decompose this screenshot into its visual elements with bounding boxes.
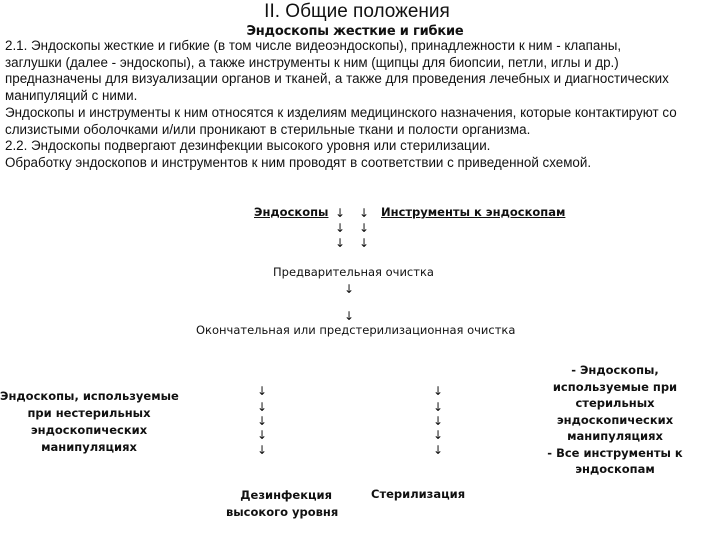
arrow-down-icon: ↓	[359, 221, 370, 235]
branch-line: используемые при	[552, 379, 678, 394]
section-subtitle: Эндоскопы жесткие и гибкие	[246, 24, 464, 39]
branch-line: манипуляциях	[41, 440, 137, 454]
body-line: Обработку эндоскопов и инструментов к ним проводят в соответствии с приведенной схемой.	[5, 154, 592, 170]
body-line: 2.1. Эндоскопы жесткие и гибкие (в том числе видеоэндоскопы), принадлежности к ним - клапаны,	[5, 38, 622, 53]
branch-line: Эндоскопы, используемые	[0, 389, 179, 403]
arrow-down-icon: ↓	[433, 428, 444, 442]
branch-line: эндоскопических	[30, 423, 148, 437]
scheme-left-branch	[0, 388, 178, 456]
branch-line: эндоскопам	[575, 462, 655, 476]
outcome-line: высокого уровня	[226, 505, 339, 519]
section-title: II. Общие положения	[264, 1, 450, 22]
branch-line: - Эндоскопы,	[571, 363, 659, 377]
body-line: 2.2. Эндоскопы подвергают дезинфекции высокого уровня или стерилизации.	[5, 138, 491, 154]
scheme-instruments-label: Инструменты к эндоскопам	[381, 205, 566, 219]
branch-line: - Все инструменты к	[547, 445, 683, 460]
body-line: предназначены для визуализации органов и тканей, а также для проведения лечебных и диагностических	[5, 71, 669, 87]
branch-line: эндоскопических	[556, 412, 674, 427]
arrow-down-icon: ↓	[433, 414, 444, 428]
arrow-down-icon: ↓	[344, 309, 355, 323]
arrow-down-icon: ↓	[335, 221, 346, 235]
arrow-down-icon: ↓	[433, 384, 444, 398]
arrow-down-icon: ↓	[257, 428, 268, 442]
body-line: Эндоскопы и инструменты к ним относятся к изделиям медицинского назначения, которые контактируют со	[5, 104, 677, 120]
scheme-right-branch	[540, 362, 690, 478]
arrow-down-icon: ↓	[335, 206, 346, 220]
outcome-line: Дезинфекция	[240, 488, 332, 502]
arrow-down-icon: ↓	[335, 236, 346, 250]
arrow-down-icon: ↓	[359, 236, 370, 250]
scheme-final-cleaning: Окончательная или предстерилизационная очистка	[196, 323, 516, 337]
body-line: манипуляций с ними.	[5, 88, 138, 104]
scheme-disinfection	[226, 487, 339, 521]
arrow-down-icon: ↓	[433, 443, 444, 457]
arrow-down-icon: ↓	[257, 400, 268, 414]
branch-line: манипуляциях	[567, 429, 663, 443]
arrow-down-icon: ↓	[257, 443, 268, 457]
body-line: слизистыми оболочками и/или проникают в стерильные ткани и полости организма.	[5, 121, 531, 137]
arrow-down-icon: ↓	[359, 206, 370, 220]
scheme-sterilization: Стерилизация	[371, 487, 466, 501]
branch-line: стерильных	[575, 396, 655, 410]
body-line: заглушки (далее - эндоскопы), а также инструменты к ним (щипцы для биопсии, петли, иглы и др.)	[5, 54, 619, 70]
scheme-pre-cleaning: Предварительная очистка	[273, 265, 434, 279]
body-text	[5, 38, 720, 172]
scheme-endoscopes-label: Эндоскопы	[254, 205, 329, 219]
arrow-down-icon: ↓	[257, 414, 268, 428]
arrow-down-icon: ↓	[257, 384, 268, 398]
branch-line: при нестерильных	[27, 406, 151, 420]
arrow-down-icon: ↓	[433, 400, 444, 414]
arrow-down-icon: ↓	[344, 282, 355, 296]
